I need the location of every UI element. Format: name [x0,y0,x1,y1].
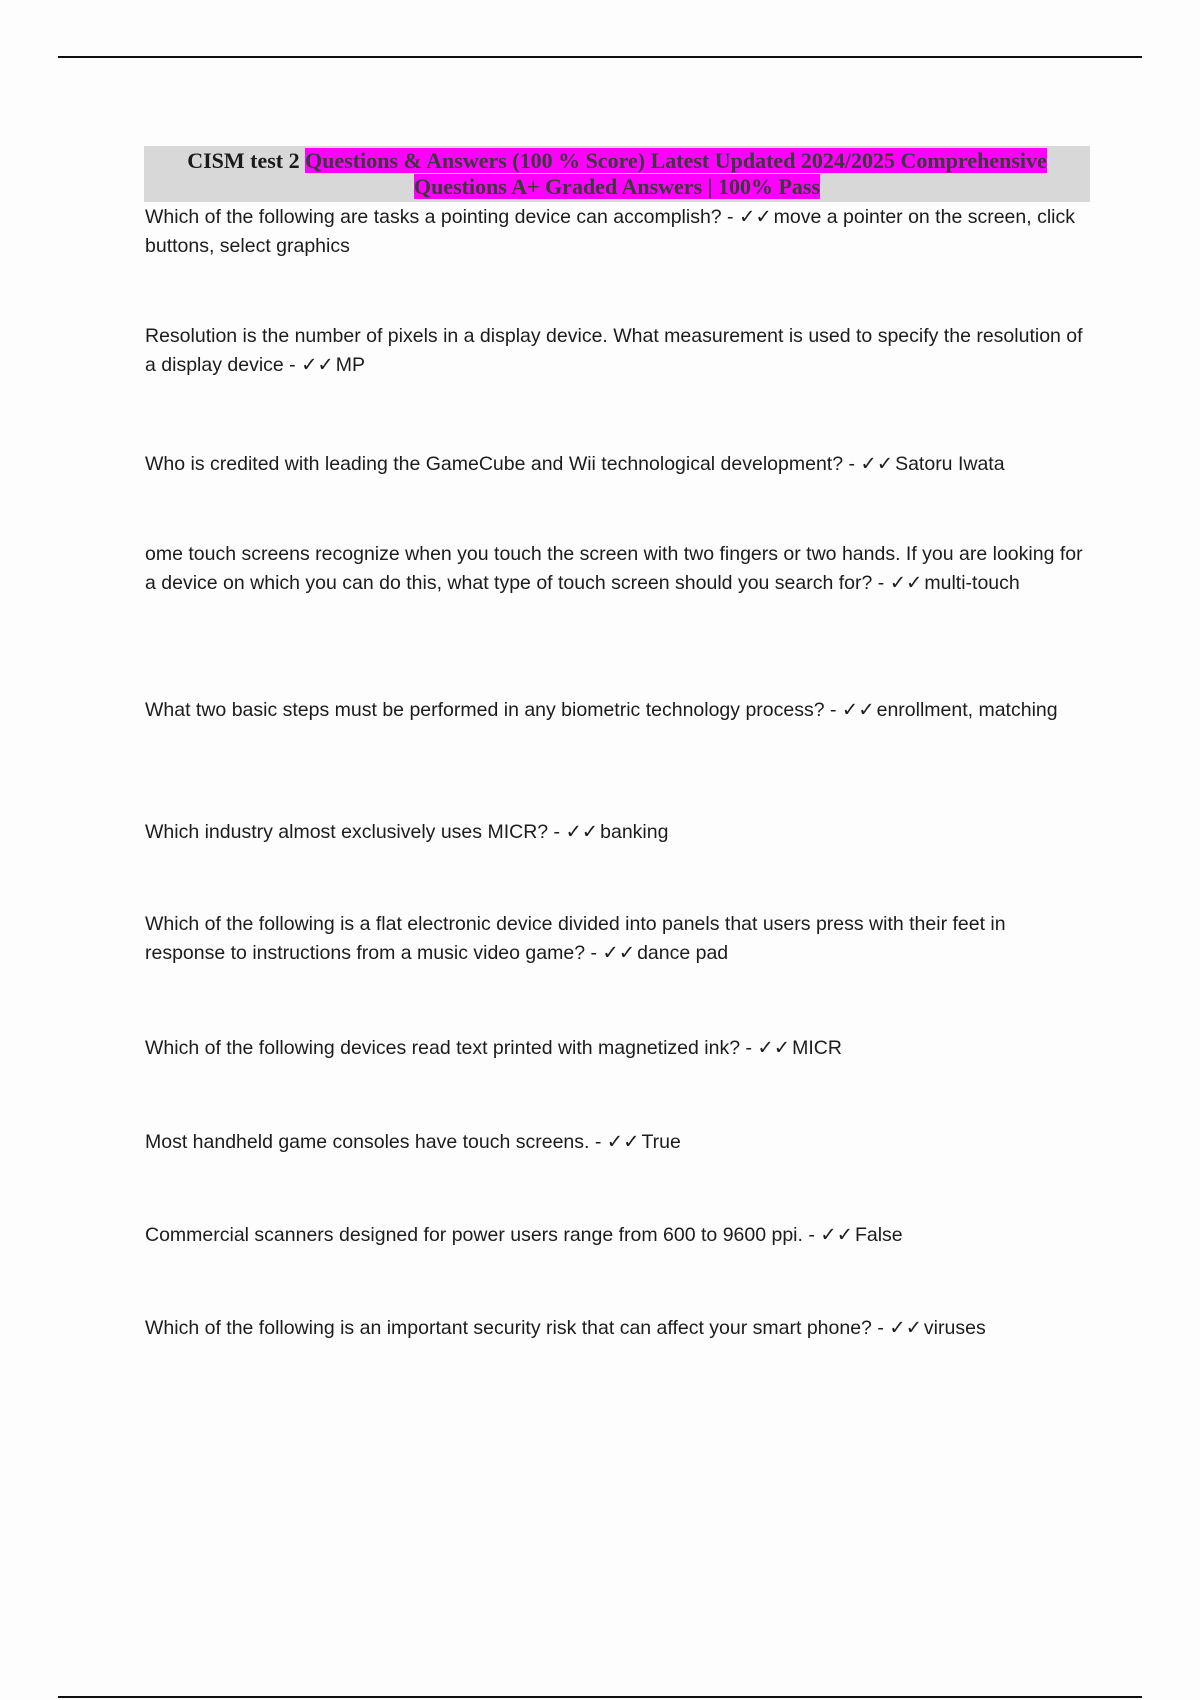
title-plain-text: CISM test 2 [187,148,306,173]
double-check-icon: ✓✓ [738,206,772,228]
question-text: What two basic steps must be performed in any biometric technology process? - [145,699,842,721]
qa-item-8 [145,1034,1085,1063]
double-check-icon: ✓✓ [602,942,636,964]
question-text: Resolution is the number of pixels in a display device. What measurement is used to specify the resolution of a display device - [145,325,1083,376]
double-check-icon: ✓✓ [757,1037,791,1059]
answer-text: MICR [792,1037,842,1059]
question-text: Most handheld game consoles have touch screens. - [145,1131,607,1153]
top-rule [58,56,1142,58]
title-highlight-line2: Questions A+ Graded Answers | 100% Pass [413,174,821,199]
answer-text: MP [335,354,366,376]
double-check-icon: ✓✓ [841,699,875,721]
double-check-icon: ✓✓ [565,821,599,843]
qa-item-9 [145,1128,1085,1157]
qa-item-3 [145,450,1085,479]
qa-item-2 [145,322,1085,380]
answer-text: multi-touch [924,572,1020,594]
question-text: Which of the following is an important security risk that can affect your smart phone? - [145,1317,890,1339]
answer-text: move a pointer on the screen, click buttons, select graphics [145,206,1075,257]
answer-text: dance pad [637,942,729,964]
qa-item-5 [145,696,1085,725]
question-text: Commercial scanners designed for power users range from 600 to 9600 ppi. - [145,1224,821,1246]
bottom-rule [58,1696,1142,1698]
answer-text: enrollment, matching [876,699,1058,721]
qa-item-4 [145,540,1085,598]
answer-text: Satoru Iwata [895,453,1005,475]
answer-text: viruses [923,1317,986,1339]
answer-text: True [641,1131,681,1153]
title-highlight-line1: Questions & Answers (100 % Score) Latest Updated 2024/2025 Comprehensive [305,148,1047,173]
double-check-icon: ✓✓ [889,572,923,594]
qa-item-6 [145,818,1085,847]
question-text: Which industry almost exclusively uses MICR? - [145,821,566,843]
qa-item-11 [145,1314,1085,1343]
question-text: Which of the following are tasks a pointing device can accomplish? - [145,206,739,228]
double-check-icon: ✓✓ [820,1224,853,1246]
double-check-icon: ✓✓ [606,1131,640,1153]
qa-item-1 [145,203,1085,261]
answer-text: banking [600,821,669,843]
qa-item-7 [145,910,1085,968]
double-check-icon: ✓✓ [301,354,334,376]
document-title [144,146,1090,202]
question-text: ome touch screens recognize when you touch the screen with two fingers or two hands. If you are looking for a device on which you can do this, what type of touch screen should you search for? - [145,543,1083,594]
double-check-icon: ✓✓ [889,1317,922,1339]
question-text: Which of the following is a flat electronic device divided into panels that users press with their feet in response to instructions from a music video game? - [145,913,1006,964]
question-text: Which of the following devices read text printed with magnetized ink? - [145,1037,758,1059]
answer-text: False [854,1224,903,1246]
question-text: Who is credited with leading the GameCube and Wii technological development? - [145,453,861,475]
qa-item-10 [145,1221,1085,1250]
double-check-icon: ✓✓ [860,453,894,475]
